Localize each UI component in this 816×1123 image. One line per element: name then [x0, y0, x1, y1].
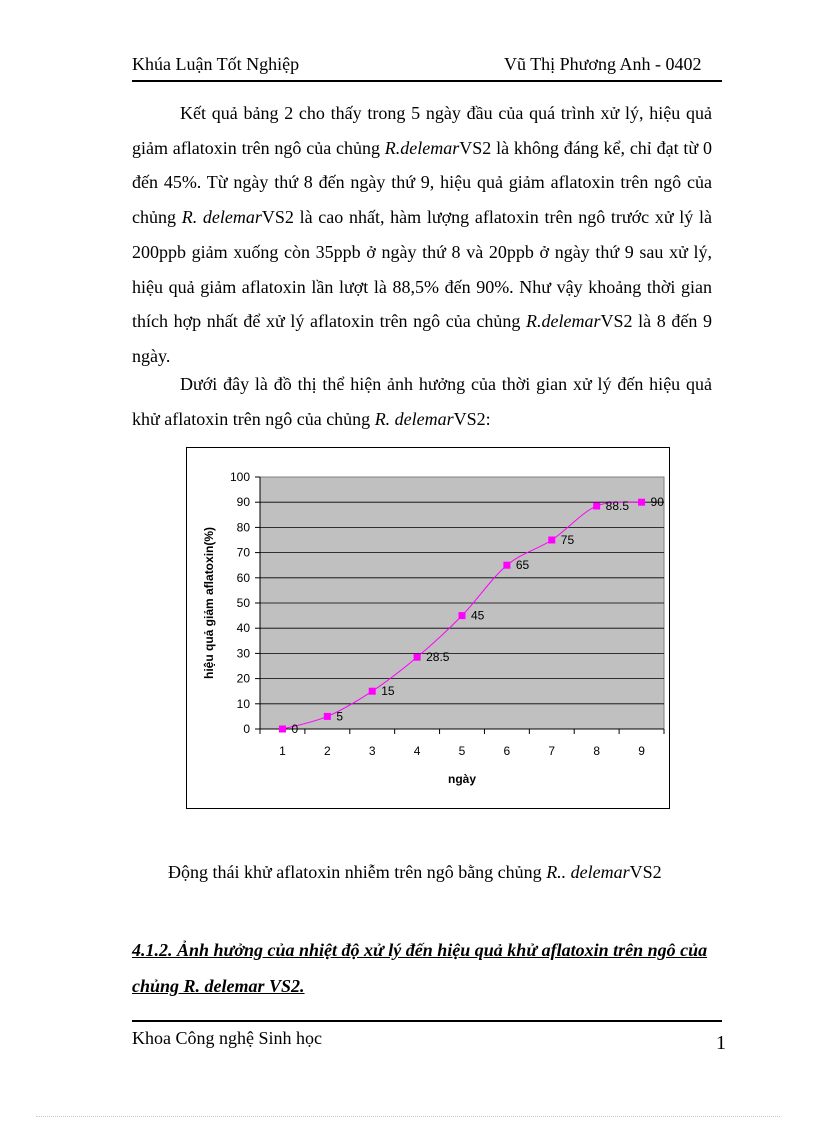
page-edge-dots [36, 1116, 780, 1117]
data-label: 90 [650, 495, 664, 510]
caption-text-1: Động thái khử aflatoxin nhiễm trên ngô bằng chủng [168, 862, 547, 882]
data-label: 65 [515, 558, 530, 573]
footer-department: Khoa Công nghệ Sinh học [132, 1028, 322, 1048]
header-left: Khúa Luận Tốt Nghiệp [132, 54, 300, 74]
data-label: 88.5 [605, 498, 630, 513]
x-tick-label: 4 [413, 744, 421, 758]
data-point [414, 654, 421, 661]
x-tick-label: 6 [503, 744, 511, 758]
data-point [324, 713, 331, 720]
species-name: R. delemar [181, 207, 262, 228]
y-tick-label: 10 [236, 696, 250, 711]
y-tick-label: 80 [236, 520, 250, 535]
x-axis-title: ngày [447, 772, 477, 786]
y-tick-label: 50 [236, 596, 250, 610]
y-axis-title: hiệu quả giảm aflatoxin(%) [202, 526, 216, 680]
data-point [459, 612, 466, 619]
x-tick-label: 9 [638, 744, 645, 758]
x-tick-label: 8 [593, 744, 601, 758]
p1-text-1: Kết quả bảng 2 cho thấy trong 5 ngày đầu của quá trình xử lý, hiệu quả giảm aflatoxin trên ngô của chủng [132, 103, 712, 158]
y-tick-label: 40 [236, 621, 250, 636]
data-label: 0 [291, 722, 299, 736]
y-tick-label: 100 [229, 470, 250, 484]
data-label: 75 [560, 533, 575, 547]
p1-text-3: VS2 là cao nhất, hàm lượng aflatoxin trên ngô trước xử lý là 200ppb giảm xuống còn 35ppb ở ngày thứ 8 và 20ppb ở ngày thứ 9 sau xử lý, hiệu quả giảm aflatoxin lần lượt là 88,5% đến 90%. Như vậy khoảng thời gian thích hợp nhất để xử lý aflatoxin trên ngô của chủng [132, 207, 713, 332]
data-label: 15 [381, 684, 395, 699]
species-name: R. delemar [374, 408, 454, 429]
data-point [593, 502, 600, 509]
x-tick-label: 7 [548, 744, 556, 758]
caption-text-2: VS2 [629, 862, 662, 882]
x-tick-label: 5 [458, 744, 466, 758]
data-point [369, 688, 376, 695]
header-rule [132, 80, 722, 82]
x-tick-label: 3 [368, 744, 376, 758]
chart-frame [186, 447, 670, 809]
data-label: 45 [471, 608, 485, 623]
data-point [548, 537, 555, 544]
data-point [503, 562, 510, 569]
y-tick-label: 90 [236, 495, 250, 510]
paragraph-1 [132, 96, 712, 374]
p1-text-2: VS2 là không đáng kể, chỉ đạt từ 0 đến 45%. Từ ngày thứ 8 đến ngày thứ 9, hiệu quả giảm aflatoxin trên ngô của chủng [132, 137, 712, 228]
p2-text-2: VS2: [453, 408, 491, 429]
footer-rule [132, 1020, 722, 1022]
y-tick-label: 60 [236, 570, 250, 585]
page-number: 1 [716, 1032, 726, 1054]
species-name: R.delemar [526, 311, 601, 332]
y-tick-label: 30 [236, 646, 250, 661]
x-tick-label: 1 [279, 744, 286, 758]
data-label: 28.5 [426, 650, 450, 665]
line-chart [187, 448, 671, 810]
data-label: 5 [336, 709, 344, 724]
p1-text-4: VS2 là 8 đến 9 ngày. [132, 311, 712, 366]
y-tick-label: 20 [236, 671, 250, 686]
x-tick-label: 2 [323, 744, 331, 758]
data-point [638, 499, 645, 506]
y-tick-label: 0 [243, 722, 250, 736]
p2-text-1: Dưới đây là đồ thị thể hiện ảnh hưởng của thời gian xử lý đến hiệu quả khử aflatoxin trên ngô của chủng [132, 374, 712, 429]
paragraph-2 [132, 367, 712, 436]
species-name: R.delemar [384, 137, 460, 158]
section-heading: 4.1.2. Ảnh hưởng của nhiệt độ xử lý đến hiệu quả khử aflatoxin trên ngô của chủng R. delemar VS2. [132, 940, 708, 996]
caption-species: R.. delemar [546, 862, 630, 882]
figure-caption [168, 862, 662, 883]
data-point [279, 726, 286, 733]
header-right: Vũ Thị Phương Anh - 0402 [504, 54, 702, 74]
y-tick-label: 70 [236, 545, 250, 560]
